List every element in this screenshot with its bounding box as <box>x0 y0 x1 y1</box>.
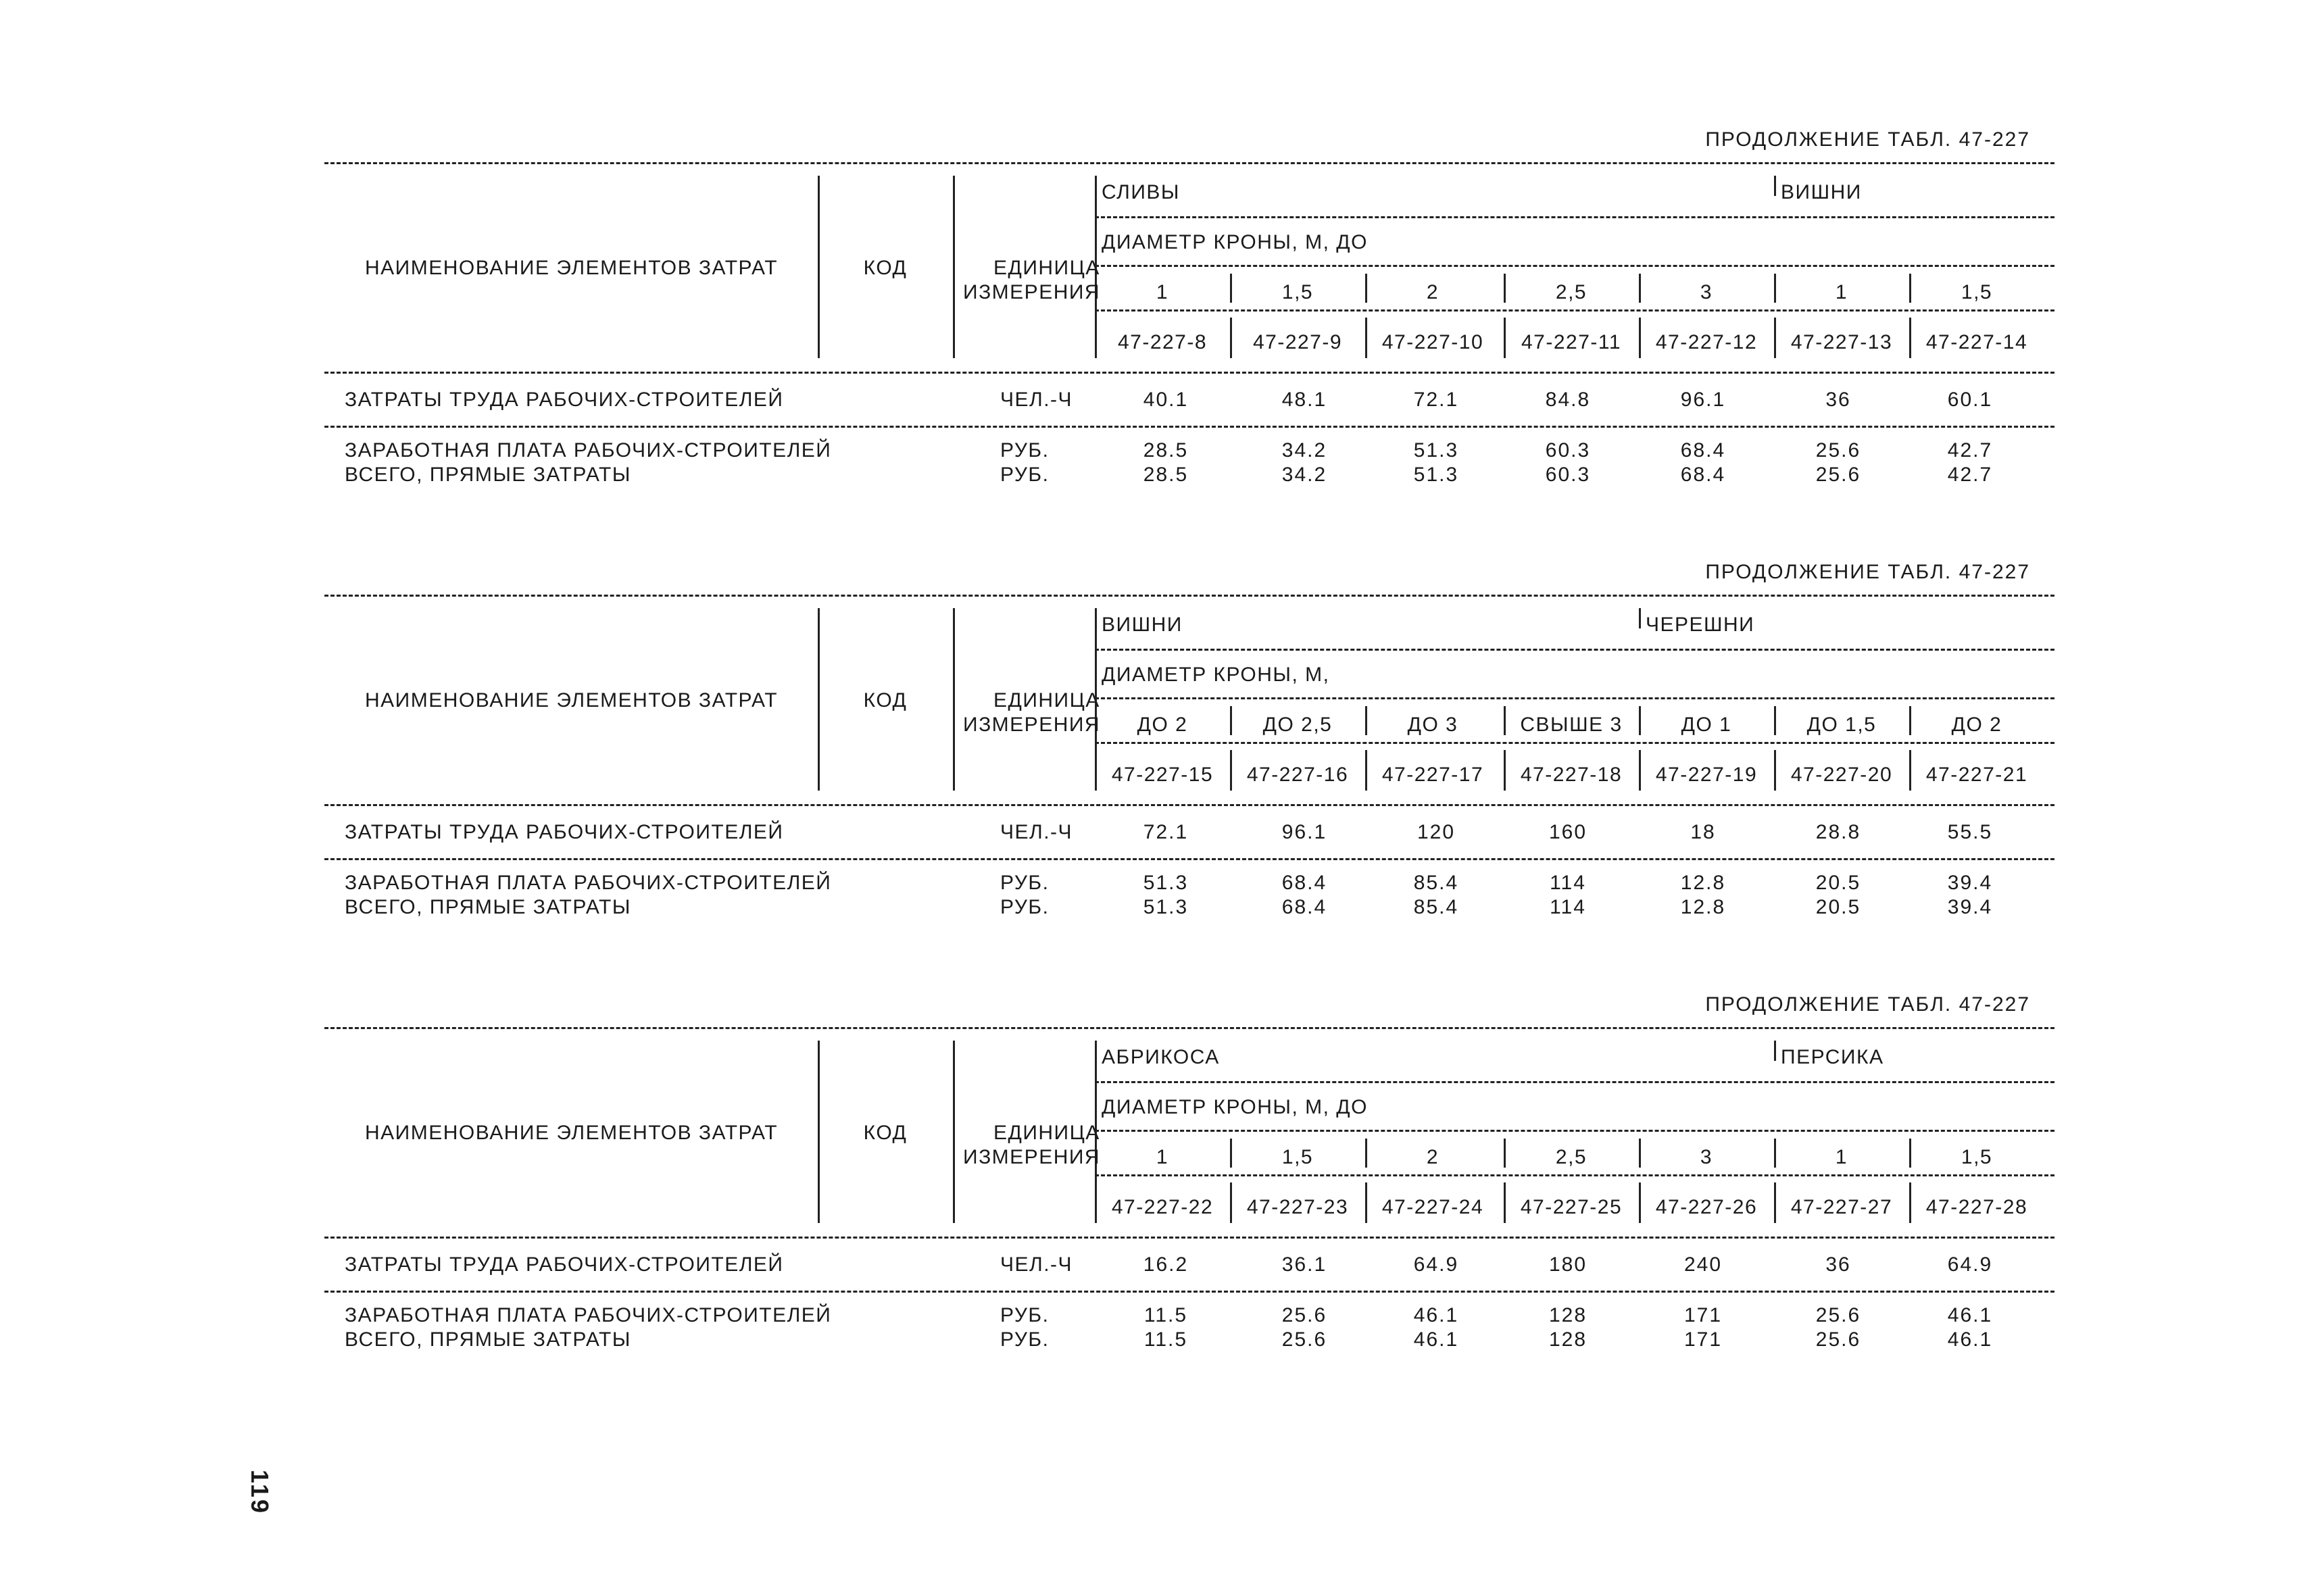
row-unit: ЧЕЛ.-Ч <box>1000 1253 1073 1276</box>
cell-value: 28.5 <box>1143 439 1189 462</box>
dashed-rule <box>1095 216 2054 218</box>
dashed-rule <box>324 1291 2054 1293</box>
column-divider <box>1639 706 1641 735</box>
cell-value: 40.1 <box>1143 389 1189 411</box>
column-divider <box>1504 706 1506 735</box>
row-unit: ЧЕЛ.-Ч <box>1000 821 1073 843</box>
column-divider <box>1504 750 1506 791</box>
column-divider <box>1639 1139 1641 1168</box>
cell-value: 85.4 <box>1413 872 1459 894</box>
column-divider <box>1909 274 1911 303</box>
header-unit: ЕДИНИЦА <box>993 689 1100 712</box>
cell-value: 36 <box>1825 389 1851 411</box>
cell-value: 11.5 <box>1143 1304 1188 1326</box>
header-unit: ИЗМЕРЕНИЯ <box>963 1146 1101 1168</box>
cell-value: 171 <box>1683 1304 1723 1326</box>
cell-value: 12.8 <box>1680 872 1726 894</box>
row-name: ЗАТРАТЫ ТРУДА РАБОЧИХ-СТРОИТЕЛЕЙ <box>345 389 784 411</box>
cell-value: 240 <box>1683 1253 1723 1276</box>
column-divider <box>1774 1139 1776 1168</box>
column-divider <box>1504 1182 1506 1223</box>
norm-code: 47-227-8 <box>1117 331 1208 353</box>
column-divider <box>1504 318 1506 358</box>
header-value: 3 <box>1700 1146 1713 1168</box>
cell-value: 51.3 <box>1413 439 1459 462</box>
column-divider <box>1504 274 1506 303</box>
cell-value: 84.8 <box>1545 389 1591 411</box>
norm-code: 47-227-14 <box>1925 331 2028 353</box>
dashed-rule <box>324 1237 2054 1239</box>
row-name: ЗАРАБОТНАЯ ПЛАТА РАБОЧИХ-СТРОИТЕЛЕЙ <box>345 872 832 894</box>
header-name: НАИМЕНОВАНИЕ ЭЛЕМЕНТОВ ЗАТРАТ <box>365 689 779 712</box>
cell-value: 20.5 <box>1815 896 1861 918</box>
column-divider <box>953 608 955 791</box>
column-divider <box>1774 318 1776 358</box>
cell-value: 46.1 <box>1947 1304 1993 1326</box>
norm-code: 47-227-25 <box>1520 1196 1623 1218</box>
dashed-rule <box>324 372 2054 374</box>
header-value: 2 <box>1426 1146 1439 1168</box>
column-divider <box>953 176 955 358</box>
column-divider <box>1639 608 1641 628</box>
column-divider <box>1230 1182 1232 1223</box>
cell-value: 114 <box>1550 896 1586 918</box>
column-divider <box>1365 1182 1367 1223</box>
column-divider <box>1365 318 1367 358</box>
cell-value: 28.5 <box>1143 464 1189 486</box>
cell-value: 20.5 <box>1815 872 1861 894</box>
column-divider <box>1774 1041 1776 1061</box>
group-name: АБРИКОСА <box>1102 1046 1220 1068</box>
dashed-rule <box>324 858 2054 860</box>
cell-value: 55.5 <box>1947 821 1993 843</box>
cell-value: 48.1 <box>1281 389 1327 411</box>
header-value: 1 <box>1835 1146 1848 1168</box>
row-name: ВСЕГО, ПРЯМЫЕ ЗАТРАТЫ <box>345 1328 631 1351</box>
row-name: ВСЕГО, ПРЯМЫЕ ЗАТРАТЫ <box>345 464 631 486</box>
header-value: ДО 1 <box>1681 714 1732 736</box>
cell-value: 25.6 <box>1815 1328 1861 1351</box>
header-value: 1,5 <box>1281 1146 1314 1168</box>
column-divider <box>1639 1182 1641 1223</box>
cell-value: 39.4 <box>1947 872 1993 894</box>
column-divider <box>1365 750 1367 791</box>
dashed-rule <box>324 595 2054 597</box>
column-divider <box>1909 750 1911 791</box>
cell-value: 51.3 <box>1413 464 1459 486</box>
column-divider <box>1774 750 1776 791</box>
header-value: 2,5 <box>1555 1146 1587 1168</box>
dashed-rule <box>324 162 2054 164</box>
norm-code: 47-227-13 <box>1790 331 1893 353</box>
dashed-rule <box>1095 1130 2054 1132</box>
row-unit: ЧЕЛ.-Ч <box>1000 389 1073 411</box>
param-label: ДИАМЕТР КРОНЫ, М, ДО <box>1102 231 1368 253</box>
column-divider <box>1909 706 1911 735</box>
dashed-rule <box>1095 697 2054 699</box>
norm-code: 47-227-20 <box>1790 764 1893 786</box>
column-divider <box>1230 706 1232 735</box>
cell-value: 39.4 <box>1947 896 1993 918</box>
cell-value: 16.2 <box>1143 1253 1189 1276</box>
header-code: КОД <box>863 1122 908 1144</box>
continuation-title: ПРОДОЛЖЕНИЕ ТАБЛ. 47-227 <box>1705 561 2030 583</box>
param-label: ДИАМЕТР КРОНЫ, М, <box>1102 664 1330 686</box>
norm-code: 47-227-16 <box>1246 764 1349 786</box>
norm-code: 47-227-21 <box>1925 764 2028 786</box>
dashed-rule <box>1095 265 2054 267</box>
cell-value: 68.4 <box>1680 464 1726 486</box>
cell-value: 34.2 <box>1281 439 1327 462</box>
cell-value: 72.1 <box>1143 821 1189 843</box>
norm-code: 47-227-18 <box>1520 764 1623 786</box>
norm-code: 47-227-12 <box>1655 331 1758 353</box>
norm-code: 47-227-17 <box>1381 764 1484 786</box>
norm-code: 47-227-28 <box>1925 1196 2028 1218</box>
cell-value: 25.6 <box>1815 439 1861 462</box>
group-name: ПЕРСИКА <box>1781 1046 1884 1068</box>
header-unit: ИЗМЕРЕНИЯ <box>963 714 1101 736</box>
row-unit: РУБ. <box>1000 464 1050 486</box>
column-divider <box>818 608 820 791</box>
header-value: 2,5 <box>1555 281 1587 303</box>
continuation-title: ПРОДОЛЖЕНИЕ ТАБЛ. 47-227 <box>1705 993 2030 1016</box>
column-divider <box>1639 274 1641 303</box>
cell-value: 36.1 <box>1281 1253 1327 1276</box>
dashed-rule <box>1095 742 2054 744</box>
cell-value: 160 <box>1548 821 1587 843</box>
cell-value: 128 <box>1548 1304 1587 1326</box>
cell-value: 68.4 <box>1281 896 1327 918</box>
dashed-rule <box>324 426 2054 428</box>
column-divider <box>1909 1182 1911 1223</box>
column-divider <box>818 176 820 358</box>
cell-value: 96.1 <box>1680 389 1726 411</box>
cell-value: 85.4 <box>1413 896 1459 918</box>
cell-value: 46.1 <box>1413 1304 1459 1326</box>
header-unit: ИЗМЕРЕНИЯ <box>963 281 1101 303</box>
cell-value: 114 <box>1550 872 1586 894</box>
column-divider <box>1365 274 1367 303</box>
header-value: ДО 2 <box>1137 714 1188 736</box>
header-value: ДО 3 <box>1407 714 1458 736</box>
column-divider <box>1365 706 1367 735</box>
cell-value: 64.9 <box>1947 1253 1993 1276</box>
header-value: ДО 2,5 <box>1262 714 1333 736</box>
cell-value: 51.3 <box>1143 872 1189 894</box>
column-divider <box>1365 1139 1367 1168</box>
cost-table-2 <box>324 554 2054 932</box>
cell-value: 120 <box>1417 821 1456 843</box>
norm-code: 47-227-26 <box>1655 1196 1758 1218</box>
norm-code: 47-227-19 <box>1655 764 1758 786</box>
cell-value: 171 <box>1683 1328 1723 1351</box>
header-value: ДО 1,5 <box>1806 714 1877 736</box>
row-unit: РУБ. <box>1000 1328 1050 1351</box>
row-name: ЗАТРАТЫ ТРУДА РАБОЧИХ-СТРОИТЕЛЕЙ <box>345 821 784 843</box>
column-divider <box>1230 274 1232 303</box>
row-unit: РУБ. <box>1000 872 1050 894</box>
header-value: 3 <box>1700 281 1713 303</box>
header-name: НАИМЕНОВАНИЕ ЭЛЕМЕНТОВ ЗАТРАТ <box>365 1122 779 1144</box>
group-name: СЛИВЫ <box>1102 181 1180 203</box>
header-code: КОД <box>863 689 908 712</box>
cell-value: 36 <box>1825 1253 1851 1276</box>
cell-value: 180 <box>1548 1253 1587 1276</box>
dashed-rule <box>1095 309 2054 311</box>
cell-value: 68.4 <box>1281 872 1327 894</box>
row-name: ЗАРАБОТНАЯ ПЛАТА РАБОЧИХ-СТРОИТЕЛЕЙ <box>345 439 832 462</box>
column-divider <box>1504 1139 1506 1168</box>
column-divider <box>1909 1139 1911 1168</box>
cell-value: 96.1 <box>1281 821 1327 843</box>
column-divider <box>953 1041 955 1223</box>
header-unit: ЕДИНИЦА <box>993 257 1100 279</box>
cost-table-3 <box>324 987 2054 1365</box>
norm-code: 47-227-27 <box>1790 1196 1893 1218</box>
group-name: ВИШНИ <box>1781 181 1862 203</box>
cell-value: 60.1 <box>1947 389 1993 411</box>
column-divider <box>1639 750 1641 791</box>
page-number: 119 <box>246 1470 274 1516</box>
header-value: 1 <box>1156 281 1169 303</box>
header-value: 1,5 <box>1281 281 1314 303</box>
header-value: 1 <box>1156 1146 1169 1168</box>
column-divider <box>1639 318 1641 358</box>
cell-value: 128 <box>1548 1328 1587 1351</box>
row-unit: РУБ. <box>1000 439 1050 462</box>
row-unit: РУБ. <box>1000 1304 1050 1326</box>
column-divider <box>1774 1182 1776 1223</box>
cell-value: 42.7 <box>1947 439 1993 462</box>
cell-value: 60.3 <box>1545 439 1591 462</box>
row-name: ВСЕГО, ПРЯМЫЕ ЗАТРАТЫ <box>345 896 631 918</box>
param-label: ДИАМЕТР КРОНЫ, М, ДО <box>1102 1096 1368 1118</box>
cell-value: 46.1 <box>1413 1328 1459 1351</box>
row-name: ЗАРАБОТНАЯ ПЛАТА РАБОЧИХ-СТРОИТЕЛЕЙ <box>345 1304 832 1326</box>
cell-value: 28.8 <box>1815 821 1861 843</box>
continuation-title: ПРОДОЛЖЕНИЕ ТАБЛ. 47-227 <box>1705 128 2030 151</box>
cell-value: 12.8 <box>1680 896 1726 918</box>
header-value: 1,5 <box>1961 1146 1993 1168</box>
cell-value: 51.3 <box>1143 896 1189 918</box>
cell-value: 25.6 <box>1815 464 1861 486</box>
cell-value: 18 <box>1690 821 1716 843</box>
row-unit: РУБ. <box>1000 896 1050 918</box>
cost-table-1 <box>324 122 2054 500</box>
header-name: НАИМЕНОВАНИЕ ЭЛЕМЕНТОВ ЗАТРАТ <box>365 257 779 279</box>
column-divider <box>818 1041 820 1223</box>
header-value: 1,5 <box>1961 281 1993 303</box>
dashed-rule <box>1095 649 2054 651</box>
norm-code: 47-227-22 <box>1111 1196 1214 1218</box>
header-value: ДО 2 <box>1951 714 2002 736</box>
header-value: 1 <box>1835 281 1848 303</box>
cell-value: 34.2 <box>1281 464 1327 486</box>
group-name: ВИШНИ <box>1102 614 1183 636</box>
group-name: ЧЕРЕШНИ <box>1646 614 1755 636</box>
column-divider <box>1774 706 1776 735</box>
column-divider <box>1230 318 1232 358</box>
cell-value: 11.5 <box>1143 1328 1188 1351</box>
norm-code: 47-227-10 <box>1381 331 1484 353</box>
column-divider <box>1230 1139 1232 1168</box>
header-code: КОД <box>863 257 908 279</box>
cell-value: 46.1 <box>1947 1328 1993 1351</box>
column-divider <box>1909 318 1911 358</box>
norm-code: 47-227-11 <box>1521 331 1622 353</box>
header-value: СВЫШЕ 3 <box>1520 714 1623 736</box>
column-divider <box>1774 274 1776 303</box>
cell-value: 64.9 <box>1413 1253 1459 1276</box>
row-name: ЗАТРАТЫ ТРУДА РАБОЧИХ-СТРОИТЕЛЕЙ <box>345 1253 784 1276</box>
dashed-rule <box>324 1027 2054 1029</box>
cell-value: 68.4 <box>1680 439 1726 462</box>
dashed-rule <box>1095 1174 2054 1176</box>
cell-value: 25.6 <box>1815 1304 1861 1326</box>
column-divider <box>1230 750 1232 791</box>
norm-code: 47-227-9 <box>1252 331 1343 353</box>
header-unit: ЕДИНИЦА <box>993 1122 1100 1144</box>
norm-code: 47-227-23 <box>1246 1196 1349 1218</box>
cell-value: 72.1 <box>1413 389 1459 411</box>
cell-value: 60.3 <box>1545 464 1591 486</box>
column-divider <box>1774 176 1776 196</box>
dashed-rule <box>324 804 2054 806</box>
cell-value: 25.6 <box>1281 1304 1327 1326</box>
header-value: 2 <box>1426 281 1439 303</box>
cell-value: 25.6 <box>1281 1328 1327 1351</box>
norm-code: 47-227-15 <box>1111 764 1214 786</box>
dashed-rule <box>1095 1081 2054 1083</box>
cell-value: 42.7 <box>1947 464 1993 486</box>
norm-code: 47-227-24 <box>1381 1196 1484 1218</box>
